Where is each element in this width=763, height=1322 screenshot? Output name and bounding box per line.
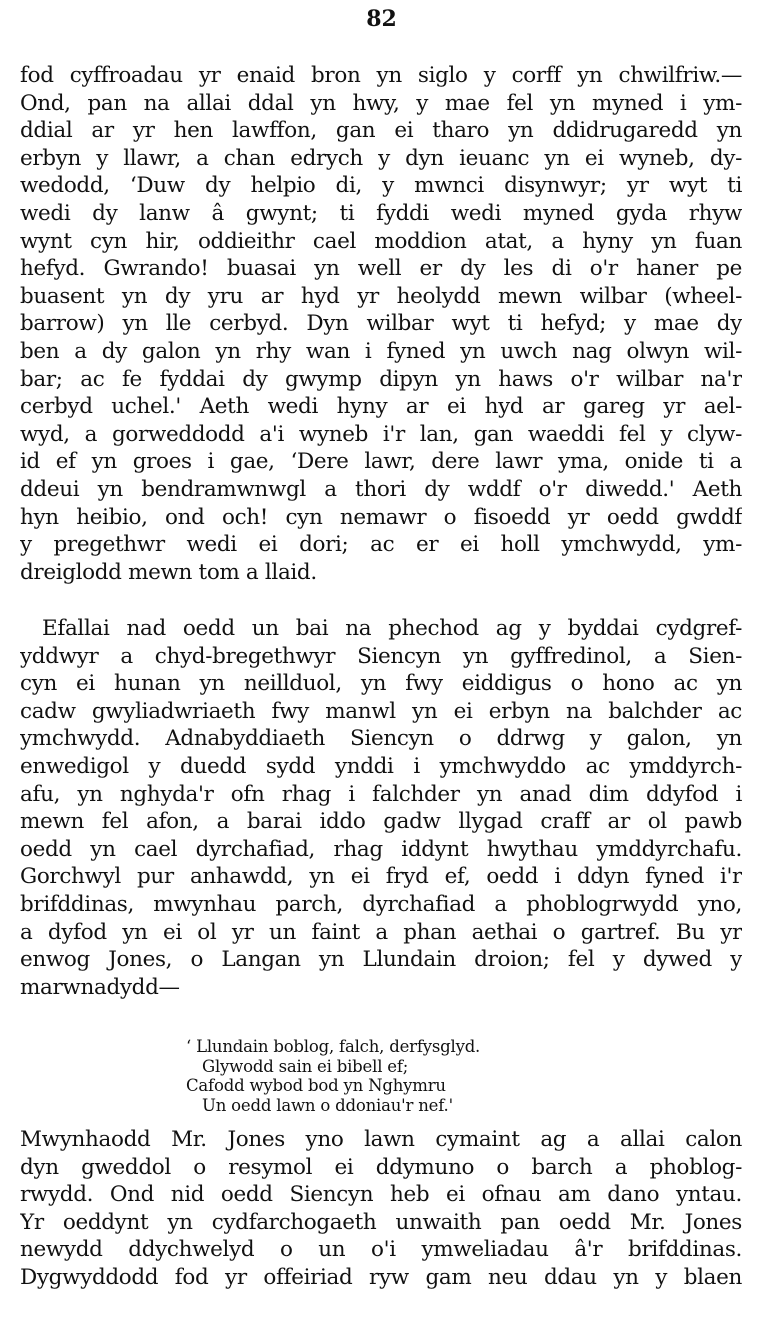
text-line: afu, yn nghyda'r ofn rhag i falchder yn anad dim ddyfod i (20, 781, 742, 807)
text-line: y pregethwr wedi ei dori; ac er ei holl ymchwydd, ym- (20, 532, 742, 558)
text-line: Gorchwyl pur anhawdd, yn ei fryd ef, oedd i ddyn fyned i'r (20, 864, 742, 890)
text-line: wedi dy lanw â gwynt; ti fyddi wedi myned gyda rhyw (20, 200, 742, 226)
text-line: newydd ddychwelyd o un o'i ymweliadau â'r brifddinas. (20, 1237, 742, 1263)
text-line: wyd, a gorweddodd a'i wyneb i'r lan, gan waeddi fel y clyw- (20, 421, 742, 447)
poem-line: Cafodd wybod bod yn Nghymru (186, 1076, 446, 1095)
text-line: rwydd. Ond nid oedd Siencyn heb ei ofnau am dano yntau. (20, 1182, 742, 1208)
text-line: yddwyr a chyd-bregethwyr Siencyn yn gyffredinol, a Sien- (20, 643, 742, 669)
text-line: erbyn y llawr, a chan edrych y dyn ieuanc yn ei wyneb, dy- (20, 145, 742, 171)
text-line: wedodd, ‘Duw dy helpio di, y mwnci disynwyr; yr wyt ti (20, 173, 742, 199)
paragraph-2 (20, 615, 742, 1001)
text-line: id ef yn groes i gae, ‘Dere lawr, dere lawr yma, onide ti a (20, 449, 742, 475)
text-line: ddeui yn bendramwnwgl a thori dy wddf o'r diwedd.' Aeth (20, 476, 742, 502)
poem-quote (186, 1037, 480, 1115)
text-line: buasent yn dy yru ar hyd yr heolydd mewn wilbar (wheel- (20, 283, 742, 309)
text-line: bar; ac fe fyddai dy gwymp dipyn yn haws o'r wilbar na'r (20, 366, 742, 392)
poem-line: Un oedd lawn o ddoniau'r nef.' (202, 1095, 453, 1115)
poem-line: ‘ Llundain boblog, falch, derfysglyd. (186, 1037, 481, 1056)
text-line: ben a dy galon yn rhy wan i fyned yn uwch nag olwyn wil- (20, 338, 742, 364)
text-line: oedd yn cael dyrchafiad, rhag iddynt hwythau ymddyrchafu. (20, 836, 742, 862)
text-line: enwedigol y duedd sydd ynddi i ymchwyddo ac ymddyrch- (20, 753, 742, 779)
text-line: hyn heibio, ond och! cyn nemawr o fisoedd yr oedd gwddf (20, 504, 742, 530)
text-line: marwnadydd— (20, 974, 180, 1000)
page-number: 82 (366, 6, 397, 32)
text-line: ddial ar yr hen lawffon, gan ei tharo yn ddidrugaredd yn (20, 118, 742, 144)
text-line: enwog Jones, o Langan yn Llundain droion; fel y dywed y (20, 947, 742, 973)
text-line: dyn gweddol o resymol ei ddymuno o barch a phoblog- (20, 1154, 742, 1180)
text-line: mewn fel afon, a barai iddo gadw llygad craff ar ol pawb (20, 809, 742, 835)
text-line: fod cyffroadau yr enaid bron yn siglo y corff yn chwilfriw.— (20, 63, 742, 88)
text-line: hefyd. Gwrando! buasai yn well er dy les di o'r haner pe (20, 256, 742, 282)
poem-line: Glywodd sain ei bibell ef; (202, 1056, 409, 1076)
text-line: cyn ei hunan yn neillduol, yn fwy eiddigus o hono ac yn (20, 671, 742, 697)
paragraph-1 (20, 62, 742, 586)
paragraph-3 (20, 1126, 742, 1292)
text-line: cerbyd uchel.' Aeth wedi hyny ar ei hyd ar gareg yr ael- (20, 394, 742, 420)
text-line: dreiglodd mewn tom a llaid. (20, 559, 317, 585)
text-line: wynt cyn hir, oddieithr cael moddion atat, a hyny yn fuan (20, 228, 742, 254)
text-line: cadw gwyliadwriaeth fwy manwl yn ei erbyn na balchder ac (20, 698, 742, 724)
text-line: Efallai nad oedd un bai na phechod ag y byddai cydgref- (42, 616, 742, 641)
text-line: Yr oeddynt yn cydfarchogaeth unwaith pan oedd Mr. Jones (20, 1209, 742, 1235)
text-line: a dyfod yn ei ol yr un faint a phan aethai o gartref. Bu yr (20, 919, 742, 945)
text-line: Dygwyddodd fod yr offeiriad ryw gam neu ddau yn y blaen (20, 1264, 742, 1290)
text-line: brifddinas, mwynhau parch, dyrchafiad a phoblogrwydd yno, (20, 891, 742, 917)
text-line: ymchwydd. Adnabyddiaeth Siencyn o ddrwg y galon, yn (20, 726, 742, 752)
text-line: barrow) yn lle cerbyd. Dyn wilbar wyt ti hefyd; y mae dy (20, 311, 742, 337)
text-line: Mwynhaodd Mr. Jones yno lawn cymaint ag a allai calon (20, 1127, 742, 1152)
text-line: Ond, pan na allai ddal yn hwy, y mae fel yn myned i ym- (20, 90, 742, 116)
